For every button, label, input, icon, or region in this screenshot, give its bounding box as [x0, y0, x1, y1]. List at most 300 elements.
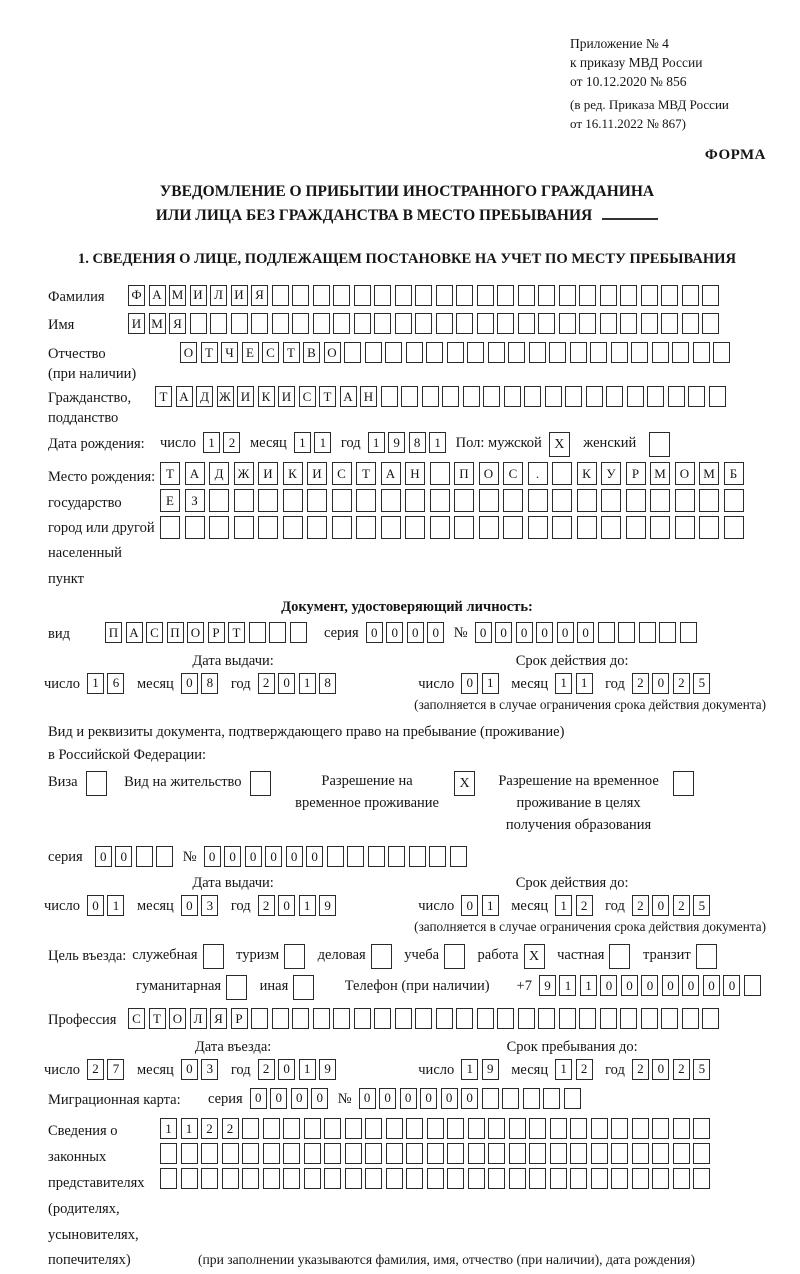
char-box[interactable] — [559, 313, 576, 334]
char-box[interactable]: А — [149, 285, 166, 306]
char-box[interactable] — [652, 1143, 669, 1164]
char-box[interactable]: Я — [251, 285, 268, 306]
char-box[interactable]: 0 — [181, 895, 198, 916]
char-box[interactable] — [538, 313, 555, 334]
char-box[interactable] — [611, 342, 628, 363]
char-box[interactable] — [345, 1143, 362, 1164]
char-box[interactable]: Я — [210, 1008, 227, 1029]
char-box[interactable] — [693, 1118, 710, 1139]
char-box[interactable] — [327, 846, 344, 867]
char-box[interactable] — [386, 1118, 403, 1139]
char-box[interactable] — [406, 1143, 423, 1164]
char-box[interactable] — [374, 313, 391, 334]
char-box[interactable]: 5 — [693, 1059, 710, 1080]
char-box[interactable]: 0 — [461, 895, 478, 916]
char-box[interactable] — [210, 313, 227, 334]
char-box[interactable] — [713, 342, 730, 363]
char-box[interactable] — [209, 489, 229, 512]
char-box[interactable]: Е — [242, 342, 259, 363]
temp-residence-checkbox[interactable]: X — [454, 771, 475, 796]
char-box[interactable] — [693, 342, 710, 363]
char-box[interactable] — [406, 342, 423, 363]
char-box[interactable] — [611, 1143, 628, 1164]
char-box[interactable] — [647, 386, 664, 407]
char-box[interactable] — [468, 1118, 485, 1139]
char-box[interactable] — [456, 1008, 473, 1029]
char-box[interactable] — [632, 1168, 649, 1189]
char-box[interactable]: М — [169, 285, 186, 306]
char-box[interactable] — [559, 1008, 576, 1029]
purpose-checkbox[interactable] — [284, 944, 305, 969]
char-box[interactable]: 2 — [632, 673, 649, 694]
char-box[interactable] — [304, 1168, 321, 1189]
char-box[interactable] — [388, 846, 405, 867]
char-box[interactable] — [185, 516, 205, 539]
char-box[interactable]: 8 — [319, 673, 336, 694]
char-box[interactable]: 0 — [516, 622, 533, 643]
char-box[interactable] — [673, 1168, 690, 1189]
char-box[interactable]: 1 — [555, 895, 572, 916]
char-box[interactable]: Т — [149, 1008, 166, 1029]
char-box[interactable] — [543, 1088, 560, 1109]
char-box[interactable] — [395, 285, 412, 306]
char-box[interactable] — [601, 489, 621, 512]
char-box[interactable]: 1 — [580, 975, 597, 996]
char-box[interactable]: 3 — [201, 1059, 218, 1080]
char-box[interactable] — [251, 1008, 268, 1029]
char-box[interactable] — [661, 285, 678, 306]
char-box[interactable] — [659, 622, 676, 643]
char-box[interactable] — [313, 285, 330, 306]
char-box[interactable] — [503, 489, 523, 512]
char-box[interactable] — [263, 1143, 280, 1164]
char-box[interactable] — [450, 846, 467, 867]
char-box[interactable] — [682, 313, 699, 334]
char-box[interactable] — [702, 1008, 719, 1029]
char-box[interactable] — [528, 489, 548, 512]
char-box[interactable]: О — [187, 622, 204, 643]
char-box[interactable]: 0 — [278, 673, 295, 694]
char-box[interactable] — [627, 386, 644, 407]
char-box[interactable] — [552, 462, 572, 485]
char-box[interactable]: Т — [319, 386, 336, 407]
char-box[interactable] — [365, 1143, 382, 1164]
char-box[interactable] — [401, 386, 418, 407]
char-box[interactable] — [386, 1168, 403, 1189]
char-box[interactable] — [136, 846, 153, 867]
char-box[interactable]: Л — [190, 1008, 207, 1029]
char-box[interactable] — [641, 1008, 658, 1029]
char-box[interactable]: Д — [196, 386, 213, 407]
char-box[interactable]: 0 — [427, 622, 444, 643]
char-box[interactable] — [430, 516, 450, 539]
char-box[interactable]: 0 — [641, 975, 658, 996]
char-box[interactable] — [386, 1143, 403, 1164]
char-box[interactable] — [333, 1008, 350, 1029]
char-box[interactable] — [415, 285, 432, 306]
char-box[interactable] — [415, 313, 432, 334]
char-box[interactable]: 2 — [222, 1118, 239, 1139]
char-box[interactable] — [620, 313, 637, 334]
char-box[interactable]: 0 — [577, 622, 594, 643]
char-box[interactable]: Т — [160, 462, 180, 485]
char-box[interactable] — [488, 1168, 505, 1189]
char-box[interactable] — [222, 1143, 239, 1164]
char-box[interactable] — [661, 313, 678, 334]
char-box[interactable] — [502, 1088, 519, 1109]
char-box[interactable] — [160, 516, 180, 539]
char-box[interactable] — [631, 342, 648, 363]
char-box[interactable]: С — [146, 622, 163, 643]
char-box[interactable]: 0 — [265, 846, 282, 867]
char-box[interactable]: 2 — [576, 1059, 593, 1080]
char-box[interactable] — [395, 1008, 412, 1029]
char-box[interactable] — [509, 1168, 526, 1189]
char-box[interactable]: 1 — [87, 673, 104, 694]
char-box[interactable] — [600, 313, 617, 334]
char-box[interactable] — [263, 1118, 280, 1139]
char-box[interactable]: Б — [724, 462, 744, 485]
char-box[interactable] — [313, 313, 330, 334]
char-box[interactable]: 1 — [461, 1059, 478, 1080]
char-box[interactable]: 2 — [258, 1059, 275, 1080]
char-box[interactable] — [307, 516, 327, 539]
char-box[interactable]: 9 — [539, 975, 556, 996]
char-box[interactable] — [672, 342, 689, 363]
char-box[interactable] — [269, 622, 286, 643]
char-box[interactable] — [702, 285, 719, 306]
char-box[interactable] — [234, 489, 254, 512]
char-box[interactable] — [650, 516, 670, 539]
char-box[interactable] — [550, 1118, 567, 1139]
char-box[interactable] — [283, 516, 303, 539]
char-box[interactable] — [263, 1168, 280, 1189]
char-box[interactable] — [606, 386, 623, 407]
char-box[interactable] — [422, 386, 439, 407]
char-box[interactable]: 0 — [652, 1059, 669, 1080]
char-box[interactable]: А — [381, 462, 401, 485]
char-box[interactable]: 1 — [482, 673, 499, 694]
char-box[interactable] — [181, 1143, 198, 1164]
char-box[interactable] — [427, 1143, 444, 1164]
char-box[interactable]: 0 — [204, 846, 221, 867]
temp-residence-edu-checkbox[interactable] — [673, 771, 694, 796]
char-box[interactable] — [482, 1088, 499, 1109]
char-box[interactable]: Ж — [217, 386, 234, 407]
char-box[interactable] — [652, 342, 669, 363]
char-box[interactable]: Т — [356, 462, 376, 485]
char-box[interactable]: 0 — [400, 1088, 417, 1109]
char-box[interactable] — [356, 516, 376, 539]
char-box[interactable] — [406, 1168, 423, 1189]
char-box[interactable] — [626, 489, 646, 512]
char-box[interactable]: 8 — [201, 673, 218, 694]
char-box[interactable] — [405, 516, 425, 539]
char-box[interactable]: 0 — [461, 1088, 478, 1109]
char-box[interactable] — [488, 1143, 505, 1164]
char-box[interactable]: С — [262, 342, 279, 363]
char-box[interactable] — [579, 285, 596, 306]
char-box[interactable]: П — [454, 462, 474, 485]
char-box[interactable] — [682, 285, 699, 306]
char-box[interactable]: 0 — [461, 673, 478, 694]
char-box[interactable] — [488, 342, 505, 363]
char-box[interactable] — [620, 285, 637, 306]
char-box[interactable] — [272, 1008, 289, 1029]
char-box[interactable] — [333, 285, 350, 306]
char-box[interactable]: 9 — [482, 1059, 499, 1080]
char-box[interactable]: 1 — [299, 895, 316, 916]
char-box[interactable] — [160, 1168, 177, 1189]
char-box[interactable] — [477, 285, 494, 306]
char-box[interactable]: Т — [201, 342, 218, 363]
char-box[interactable] — [577, 489, 597, 512]
char-box[interactable] — [365, 342, 382, 363]
char-box[interactable]: А — [176, 386, 193, 407]
char-box[interactable] — [618, 622, 635, 643]
char-box[interactable] — [356, 489, 376, 512]
char-box[interactable]: 0 — [682, 975, 699, 996]
char-box[interactable]: 0 — [441, 1088, 458, 1109]
char-box[interactable] — [381, 386, 398, 407]
char-box[interactable] — [333, 313, 350, 334]
char-box[interactable] — [345, 1118, 362, 1139]
char-box[interactable] — [538, 1008, 555, 1029]
char-box[interactable] — [181, 1168, 198, 1189]
char-box[interactable]: И — [128, 313, 145, 334]
char-box[interactable] — [693, 1143, 710, 1164]
char-box[interactable] — [504, 386, 521, 407]
char-box[interactable] — [292, 285, 309, 306]
char-box[interactable]: 5 — [693, 673, 710, 694]
char-box[interactable] — [332, 516, 352, 539]
char-box[interactable]: 7 — [107, 1059, 124, 1080]
char-box[interactable] — [661, 1008, 678, 1029]
char-box[interactable] — [290, 622, 307, 643]
char-box[interactable] — [626, 516, 646, 539]
char-box[interactable]: П — [105, 622, 122, 643]
char-box[interactable] — [307, 489, 327, 512]
char-box[interactable]: 0 — [181, 1059, 198, 1080]
char-box[interactable] — [590, 342, 607, 363]
char-box[interactable] — [242, 1118, 259, 1139]
char-box[interactable] — [415, 1008, 432, 1029]
char-box[interactable] — [354, 313, 371, 334]
char-box[interactable]: Е — [160, 489, 180, 512]
char-box[interactable] — [395, 313, 412, 334]
char-box[interactable] — [430, 489, 450, 512]
char-box[interactable]: И — [278, 386, 295, 407]
char-box[interactable]: 1 — [482, 895, 499, 916]
char-box[interactable] — [242, 1143, 259, 1164]
char-box[interactable]: Ж — [234, 462, 254, 485]
char-box[interactable] — [436, 1008, 453, 1029]
char-box[interactable] — [468, 1143, 485, 1164]
char-box[interactable] — [447, 342, 464, 363]
char-box[interactable]: 0 — [386, 622, 403, 643]
char-box[interactable]: 0 — [291, 1088, 308, 1109]
char-box[interactable] — [156, 846, 173, 867]
char-box[interactable]: 1 — [107, 895, 124, 916]
purpose-checkbox[interactable] — [203, 944, 224, 969]
char-box[interactable] — [565, 386, 582, 407]
char-box[interactable]: З — [185, 489, 205, 512]
char-box[interactable] — [518, 285, 535, 306]
char-box[interactable]: 3 — [201, 895, 218, 916]
char-box[interactable]: 2 — [258, 895, 275, 916]
char-box[interactable]: С — [299, 386, 316, 407]
char-box[interactable] — [600, 285, 617, 306]
char-box[interactable] — [304, 1118, 321, 1139]
char-box[interactable]: А — [126, 622, 143, 643]
char-box[interactable]: 6 — [107, 673, 124, 694]
char-box[interactable]: 0 — [495, 622, 512, 643]
char-box[interactable] — [508, 342, 525, 363]
char-box[interactable]: 2 — [673, 1059, 690, 1080]
char-box[interactable] — [497, 285, 514, 306]
char-box[interactable]: 0 — [311, 1088, 328, 1109]
char-box[interactable] — [591, 1168, 608, 1189]
char-box[interactable] — [468, 1168, 485, 1189]
char-box[interactable]: О — [324, 342, 341, 363]
char-box[interactable] — [724, 516, 744, 539]
char-box[interactable] — [709, 386, 726, 407]
char-box[interactable] — [436, 313, 453, 334]
char-box[interactable]: 2 — [223, 432, 240, 453]
char-box[interactable]: 0 — [420, 1088, 437, 1109]
char-box[interactable]: А — [340, 386, 357, 407]
char-box[interactable]: 1 — [299, 1059, 316, 1080]
char-box[interactable]: 1 — [559, 975, 576, 996]
char-box[interactable] — [222, 1168, 239, 1189]
char-box[interactable] — [591, 1143, 608, 1164]
char-box[interactable] — [381, 489, 401, 512]
char-box[interactable] — [570, 1118, 587, 1139]
char-box[interactable]: 0 — [270, 1088, 287, 1109]
char-box[interactable] — [479, 516, 499, 539]
char-box[interactable] — [427, 1168, 444, 1189]
char-box[interactable] — [405, 489, 425, 512]
char-box[interactable] — [652, 1168, 669, 1189]
char-box[interactable] — [509, 1143, 526, 1164]
char-box[interactable]: 0 — [621, 975, 638, 996]
char-box[interactable]: 0 — [278, 1059, 295, 1080]
char-box[interactable] — [528, 516, 548, 539]
char-box[interactable]: К — [283, 462, 303, 485]
char-box[interactable]: 2 — [201, 1118, 218, 1139]
char-box[interactable] — [374, 285, 391, 306]
char-box[interactable] — [744, 975, 761, 996]
char-box[interactable] — [652, 1118, 669, 1139]
char-box[interactable] — [641, 313, 658, 334]
char-box[interactable]: 2 — [673, 895, 690, 916]
char-box[interactable]: 9 — [388, 432, 405, 453]
char-box[interactable] — [479, 489, 499, 512]
char-box[interactable]: 0 — [703, 975, 720, 996]
char-box[interactable]: 1 — [576, 673, 593, 694]
char-box[interactable] — [699, 516, 719, 539]
char-box[interactable] — [668, 386, 685, 407]
char-box[interactable] — [447, 1168, 464, 1189]
char-box[interactable]: 0 — [366, 622, 383, 643]
char-box[interactable]: 0 — [600, 975, 617, 996]
char-box[interactable] — [345, 1168, 362, 1189]
char-box[interactable] — [650, 489, 670, 512]
char-box[interactable]: 1 — [160, 1118, 177, 1139]
char-box[interactable] — [611, 1118, 628, 1139]
char-box[interactable] — [365, 1118, 382, 1139]
char-box[interactable]: 2 — [576, 895, 593, 916]
char-box[interactable] — [620, 1008, 637, 1029]
char-box[interactable] — [518, 313, 535, 334]
char-box[interactable]: 0 — [250, 1088, 267, 1109]
char-box[interactable] — [456, 285, 473, 306]
char-box[interactable] — [680, 622, 697, 643]
char-box[interactable] — [347, 846, 364, 867]
char-box[interactable]: Р — [626, 462, 646, 485]
char-box[interactable]: 0 — [662, 975, 679, 996]
purpose-checkbox[interactable] — [696, 944, 717, 969]
char-box[interactable] — [675, 489, 695, 512]
char-box[interactable] — [675, 516, 695, 539]
char-box[interactable] — [529, 1118, 546, 1139]
char-box[interactable] — [251, 313, 268, 334]
char-box[interactable] — [524, 386, 541, 407]
char-box[interactable]: О — [479, 462, 499, 485]
char-box[interactable] — [601, 516, 621, 539]
char-box[interactable] — [467, 342, 484, 363]
char-box[interactable] — [724, 489, 744, 512]
char-box[interactable]: 0 — [181, 673, 198, 694]
char-box[interactable]: 0 — [95, 846, 112, 867]
char-box[interactable]: Н — [360, 386, 377, 407]
char-box[interactable] — [456, 313, 473, 334]
char-box[interactable]: К — [258, 386, 275, 407]
char-box[interactable]: И — [231, 285, 248, 306]
char-box[interactable]: 0 — [557, 622, 574, 643]
char-box[interactable] — [242, 1168, 259, 1189]
char-box[interactable] — [503, 516, 523, 539]
char-box[interactable] — [463, 386, 480, 407]
char-box[interactable] — [639, 622, 656, 643]
char-box[interactable]: 0 — [475, 622, 492, 643]
char-box[interactable] — [427, 1118, 444, 1139]
char-box[interactable] — [283, 1118, 300, 1139]
char-box[interactable] — [688, 386, 705, 407]
char-box[interactable]: 2 — [673, 673, 690, 694]
char-box[interactable] — [304, 1143, 321, 1164]
residence-permit-checkbox[interactable] — [250, 771, 271, 796]
char-box[interactable] — [529, 342, 546, 363]
char-box[interactable]: С — [332, 462, 352, 485]
char-box[interactable] — [477, 313, 494, 334]
char-box[interactable] — [682, 1008, 699, 1029]
char-box[interactable]: 0 — [407, 622, 424, 643]
char-box[interactable] — [368, 846, 385, 867]
char-box[interactable] — [272, 313, 289, 334]
char-box[interactable]: 2 — [632, 895, 649, 916]
char-box[interactable]: И — [307, 462, 327, 485]
char-box[interactable] — [591, 1118, 608, 1139]
char-box[interactable]: 9 — [319, 1059, 336, 1080]
char-box[interactable] — [249, 622, 266, 643]
purpose-checkbox[interactable] — [293, 975, 314, 1000]
purpose-checkbox[interactable] — [444, 944, 465, 969]
char-box[interactable] — [231, 313, 248, 334]
char-box[interactable] — [538, 285, 555, 306]
char-box[interactable]: Т — [155, 386, 172, 407]
char-box[interactable] — [579, 1008, 596, 1029]
